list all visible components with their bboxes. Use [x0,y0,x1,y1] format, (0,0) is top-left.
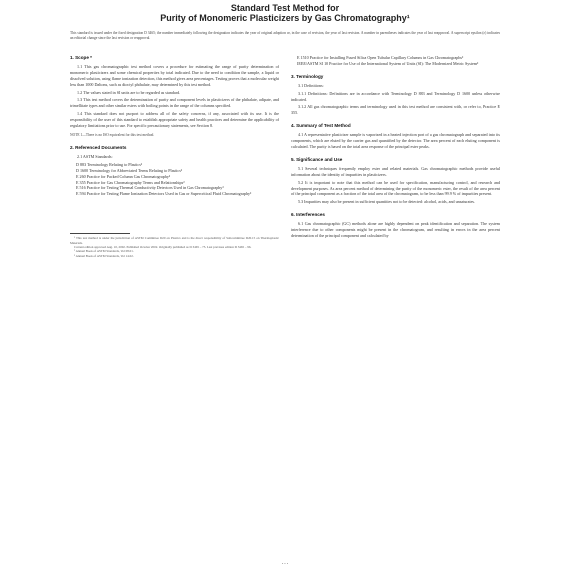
paragraph: 5.1 Several techniques frequently employ ester and related materials. Gas chromatographic methods provide useful information about the identity of impurities in plasticizers. [291,165,500,177]
reference-item: E 260 Practice for Packed Column Gas Chromatography³ [76,173,171,179]
two-column-body [70,55,500,258]
paragraph: 5.2 It is important to note that this method can be used for specification, manufacturing control, and research and development purposes. As area percent method of determining the purity of the monomeric ester, the result of the area percent of the principal component as a fraction of the total area of the chromatogram, to be less than 99.9 % of impurities present. [291,179,500,197]
page-footer-marks: • • • [281,561,289,566]
paragraph: 6.1 Gas chromatographic (GC) methods alone are highly dependent on peak identification and separation. The system interference due to other components might be present in the chromatogram, and resulting in errors in the area percent determination of the principal component and calculated by [291,221,500,238]
footnote: ¹ This test method is under the jurisdiction of ASTM Committee D20 on Plastics and is the direct responsibility of Subcommittee D20.15 on Thermoplastic Materials. [70,236,279,245]
section-heading-significance: 5. Significance and Use [291,156,343,162]
paragraph: 2.1 ASTM Standards: [77,153,113,159]
section-heading-summary: 4. Summary of Test Method [291,123,351,129]
left-column [70,55,279,258]
note: NOTE 1—There is no ISO equivalent for this test method. [70,132,155,137]
paragraph: 5.3 Impurities may also be present in sufficient quantities not to be detected: alcohol, acids, and unsaturates. [298,199,476,205]
title-line-2: Purity of Monomeric Plasticizers by Gas Chromatography¹ [160,13,410,23]
footnote-divider [70,233,130,234]
document-title [70,0,500,23]
reference-item: E 594 Practice for Testing Flame Ionization Detectors Used in Gas or Supercritical Fluid Chromatography³ [76,191,252,197]
footnote: ³ Annual Book of ASTM Standards, Vol 14.02. [74,253,134,258]
section-heading-referenced-documents: 2. Referenced Documents [70,144,127,150]
paragraph: 1.3 This test method covers the determination of purity and component levels in plasticizers of the phthalate, adipate, and trimellitate types and other similar esters with boiling points in the range of the columns specified. [70,97,279,109]
paragraph: 1.4 This standard does not purport to address all of the safety concerns, if any, associated with its use. It is the responsibility of the user of this standard to establish appropriate safety and health practices and determine the applicability of regulatory limitations prior to use. For specific precautionary statements, see Section 8. [70,111,279,129]
reference-item: E 355 Practice for Gas Chromatography Terms and Relationships³ [76,179,185,185]
footnote: ² Annual Book of ASTM Standards, Vol 08.01. [74,249,134,254]
paragraph: 1.2 The values stated in SI units are to be regarded as standard. [77,89,181,95]
paragraph: 1.1 This gas chromatographic test method covers a procedure for estimating the range of purity determination of monomeric plasticizers and some chemical properties by total indicated. Due to the need to condition the sample, a liquid or dissolved solution, using flame ionization detection, this method gives area percentages. Testing proves that a molecular weight less than 1000 Daltons, such as dioctyl phthalate, may determined by this test method. [70,63,279,87]
reference-item: IEEE/ASTM SI 10 Practice for Use of the International System of Units (SI): The Modernized Metric System³ [297,60,479,66]
reference-item: E 1510 Practice for Installing Fused Silica Open Tubular Capillary Columns in Gas Chromatographs³ [297,55,464,60]
footnote: Current edition approved Aug. 10, 2002. Published October 2002. Originally published as D 3465 – 75. Last previous edition D 3465 – 96. [74,245,252,250]
section-heading-terminology: 3. Terminology [291,73,324,79]
reference-item: D 883 Terminology Relating to Plastics² [76,161,143,167]
designation-notice: This standard is issued under the fixed designation D 3465; the number immediately following the designation indicates the year of original adoption or, in the case of revision, the year of last revision. A number in parentheses indicates the year of last reapproval. A superscript epsilon (ε) indicates an editorial change since the last revision or reapproval. [70,31,500,40]
paragraph: 3.1.2 All gas chromatographic terms and terminology used in this test method are consistent with, or refer to, Practice E 355. [291,104,500,116]
section-heading-scope: 1. Scope * [70,55,92,60]
paragraph: 3.1 Definitions: [298,82,324,88]
right-column [291,55,500,258]
section-heading-interferences: 6. Interferences [291,212,325,218]
reference-item: E 516 Practice for Testing Thermal Conductivity Detectors Used in Gas Chromatography³ [76,185,224,191]
paragraph: 3.1.1 Definitions: Definitions are in accordance with Terminology D 883 and Terminology D 1600 unless otherwise indicated. [291,90,500,102]
paragraph: 4.1 A representative plasticizer sample is vaporized in a heated injection port of a gas chromatograph and separated into its components, which are eluted by the carrier gas and quantified by the detector. The area percent of each eluting component is calculated. The purity is based on the total area response of the principal ester peaks. [291,132,500,149]
title-line-1: Standard Test Method for [230,3,340,13]
reference-item: D 1600 Terminology for Abbreviated Terms Relating to Plastics² [76,167,183,173]
